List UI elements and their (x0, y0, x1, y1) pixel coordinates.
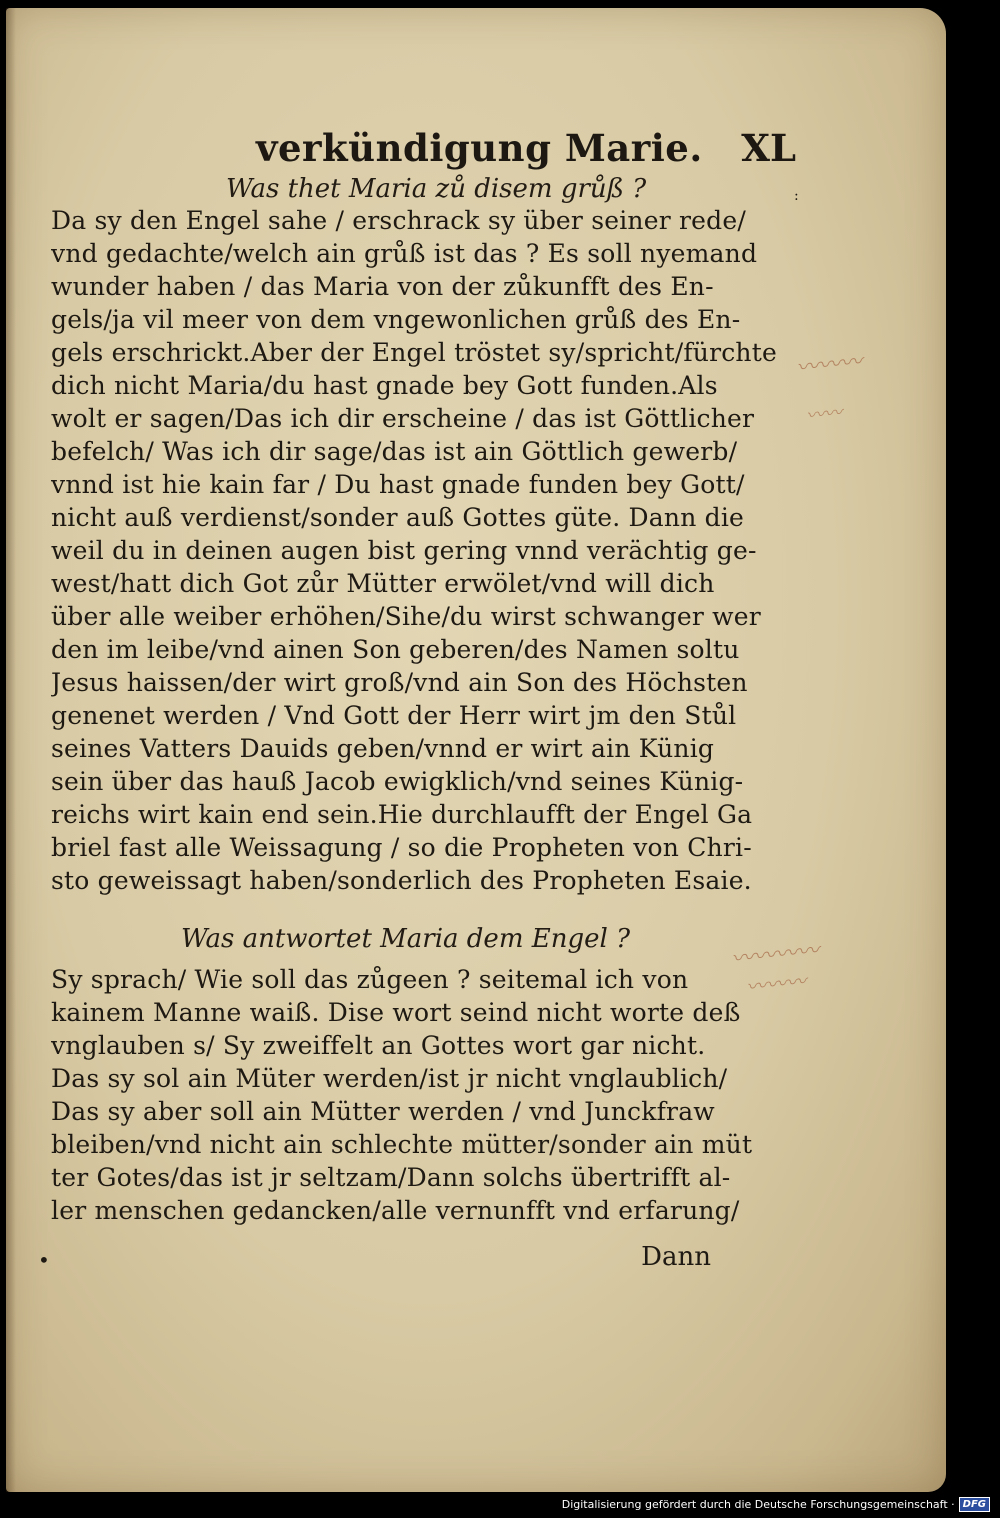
marginal-scribble: 〰〰〰 (745, 968, 808, 1000)
text-line: Da sy den Engel sahe / erschrack sy über seiner rede/ (51, 206, 746, 235)
text-line: nicht auß verdienst/sonder auß Gottes güte. Dann die (51, 503, 745, 532)
text-line: befelch/ Was ich dir sage/das ist ain Göttlich gewerb/ (51, 437, 738, 466)
text-line: den im leibe/vnd ainen Son geberen/des Namen soltu (51, 635, 740, 664)
text-line: vnd gedachte/welch ain grůß ist das ? Es soll nyemand (51, 239, 758, 268)
text-line: Sy sprach/ Wie soll das zůgeen ? seitemal ich von (51, 965, 689, 994)
text-line: west/hatt dich Got zůr Mütter erwölet/vnd will dich (51, 569, 715, 598)
text-line: Das sy sol ain Müter werden/ist jr nicht vnglaublich/ (51, 1064, 728, 1093)
text-line: gels erschrickt.Aber der Engel tröstet sy/spricht/fürchte (51, 338, 777, 367)
text-line: seines Vatters Dauids geben/vnnd er wirt ain Künig (51, 734, 715, 763)
text-line: sein über das hauß Jacob ewigklich/vnd seines Künig- (51, 767, 744, 796)
ink-dot-mark: • (38, 1248, 50, 1272)
page-fold-shadow (6, 8, 16, 1492)
text-line: genenet werden / Vnd Gott der Herr wirt jm den Stůl (51, 701, 737, 730)
book-page (6, 8, 946, 1492)
text-line: vnnd ist hie kain far / Du hast gnade funden bey Gott/ (51, 470, 745, 499)
folio-number: XL (741, 126, 796, 170)
footer-credit-text: Digitalisierung gefördert durch die Deutsche Forschungsgemeinschaft · (561, 1497, 955, 1511)
text-line: wunder haben / das Maria von der zůkunfft des En- (51, 272, 714, 301)
text-line: bleiben/vnd nicht ain schlechte mütter/sonder ain müt (51, 1130, 753, 1159)
text-line: Das sy aber soll ain Mütter werden / vnd Junckfraw (51, 1097, 715, 1126)
text-line: ter Gotes/das ist jr seltzam/Dann solchs übertrifft al- (51, 1163, 731, 1192)
text-line: briel fast alle Weissagung / so die Propheten von Chri- (51, 833, 752, 862)
text-line: Jesus haissen/der wirt groß/vnd ain Son des Höchsten (51, 668, 748, 697)
text-line: reichs wirt kain end sein.Hie durchlaufft der Engel Ga (51, 800, 753, 829)
digitization-footer (562, 1495, 990, 1513)
section-heading-1: Was thet Maria zů disem grůß ? (226, 174, 647, 204)
text-block-2 (51, 963, 791, 1227)
text-block-1 (51, 204, 791, 897)
text-line: weil du in deinen augen bist gering vnnd verächtig ge- (51, 536, 757, 565)
catchword: Dann (641, 1242, 711, 1272)
text-line: ler menschen gedancken/alle vernunfft vnd erfarung/ (51, 1196, 740, 1225)
text-line: vnglauben s/ Sy zweiffelt an Gottes wort gar nicht. (51, 1031, 706, 1060)
text-line: gels/ja vil meer von dem vngewonlichen grůß des En- (51, 305, 741, 334)
ink-dot-mark: : (794, 188, 799, 204)
marginal-scribble: 〰〰 (805, 402, 844, 427)
marginal-scribble: 〰〰〰〰 (730, 938, 821, 973)
section-heading-2: Was antwortet Maria dem Engel ? (181, 924, 631, 954)
text-line: dich nicht Maria/du hast gnade bey Gott funden.Als (51, 371, 718, 400)
dfg-logo-icon: DFG (959, 1497, 990, 1512)
text-line: wolt er sagen/Das ich dir erscheine / das ist Göttlicher (51, 404, 755, 433)
running-head (256, 126, 796, 176)
text-line: über alle weiber erhöhen/Sihe/du wirst schwanger wer (51, 602, 761, 631)
text-line: sto geweissagt haben/sonderlich des Propheten Esaie. (51, 866, 752, 895)
marginal-scribble: 〰〰〰 (795, 349, 864, 382)
running-title: verkündigung Marie. (256, 126, 703, 170)
text-line: kainem Manne waiß. Dise wort seind nicht worte deß (51, 998, 741, 1027)
